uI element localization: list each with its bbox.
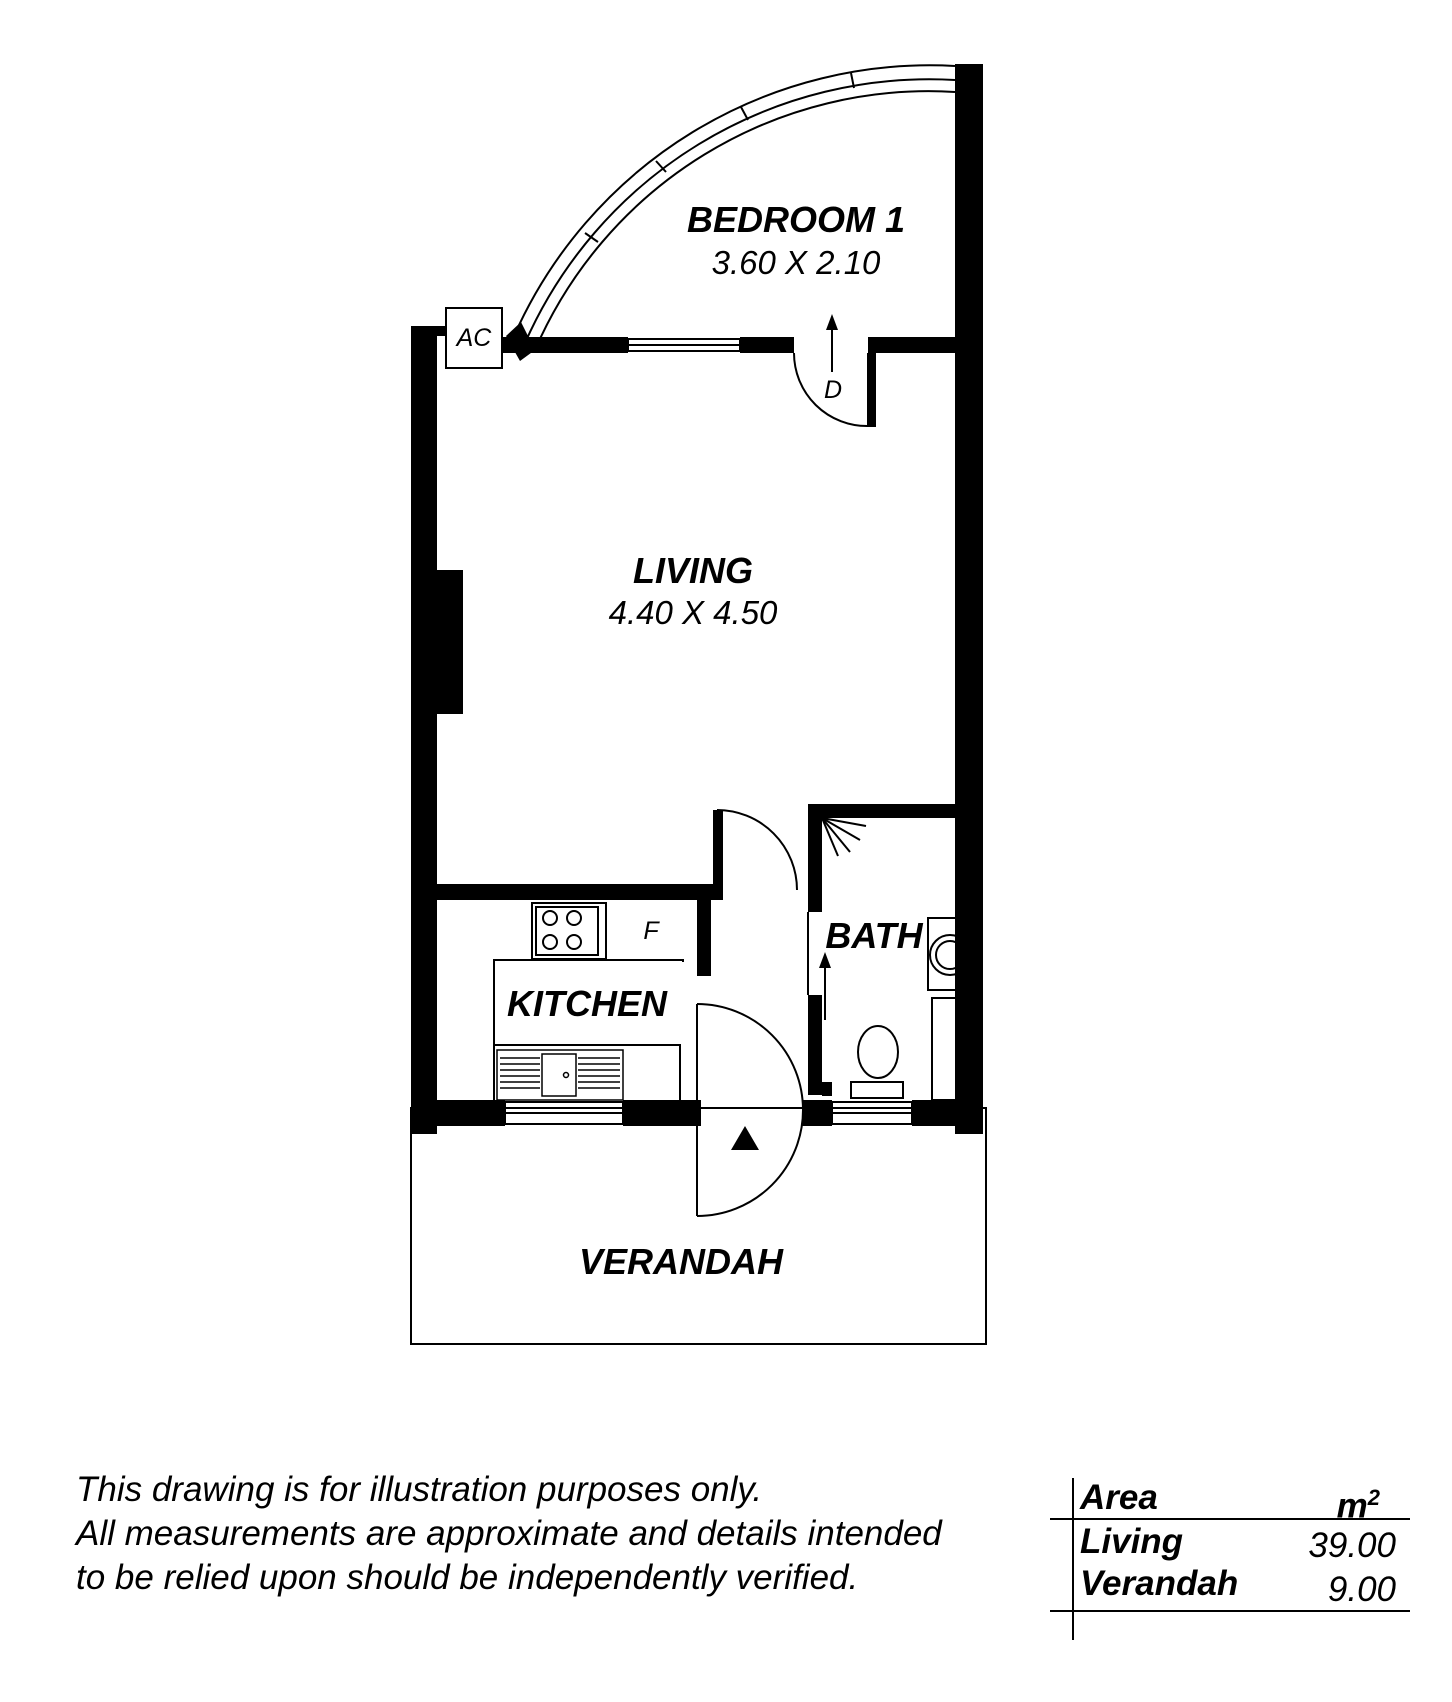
bedroom-dims: 3.60 X 2.10 <box>711 244 881 281</box>
door-label: D <box>823 376 843 404</box>
area-unit-superscript: 2 <box>1367 1485 1380 1510</box>
kitchen-bench <box>494 960 683 1100</box>
kitchen-sink <box>497 1050 623 1100</box>
disclaimer-line-3: to be relied upon should be independently verified. <box>76 1558 859 1597</box>
fridge-label: F <box>643 917 659 945</box>
front-entry-marker <box>731 1126 759 1150</box>
disclaimer-line-2: All measurements are approximate and details intended <box>76 1514 942 1553</box>
area-header-unit <box>1337 1478 1380 1527</box>
disclaimer <box>76 1468 1056 1600</box>
area-table <box>1050 1474 1410 1644</box>
area-row-verandah-value: 9.00 <box>1327 1570 1396 1609</box>
cooktop <box>532 903 606 959</box>
disclaimer-line-1: This drawing is for illustration purposes only. <box>76 1470 763 1509</box>
area-unit: m <box>1336 1486 1368 1526</box>
ac-label: AC <box>456 324 492 352</box>
bedroom-entry-arrow <box>826 314 838 372</box>
living-name: LIVING <box>632 550 754 591</box>
area-row-verandah-label: Verandah <box>1080 1564 1239 1603</box>
toilet <box>851 1026 903 1098</box>
area-table-footer-rule <box>1050 1610 1410 1612</box>
area-header-label: Area <box>1080 1478 1158 1517</box>
bedroom-name: BEDROOM 1 <box>686 199 906 240</box>
hall-door <box>717 810 797 890</box>
verandah-outline <box>411 1108 986 1344</box>
bath-corner-lines <box>822 818 866 856</box>
living-dims: 4.40 X 4.50 <box>608 594 778 631</box>
area-row-living-label: Living <box>1080 1522 1184 1561</box>
bath-name: BATH <box>825 915 923 956</box>
bath-vanity <box>932 998 958 1100</box>
kitchen-name: KITCHEN <box>507 983 667 1024</box>
area-row-living-value: 39.00 <box>1308 1526 1396 1565</box>
area-table-vertical-rule <box>1072 1478 1074 1640</box>
front-door <box>697 1004 803 1216</box>
verandah-name: VERANDAH <box>578 1241 784 1282</box>
